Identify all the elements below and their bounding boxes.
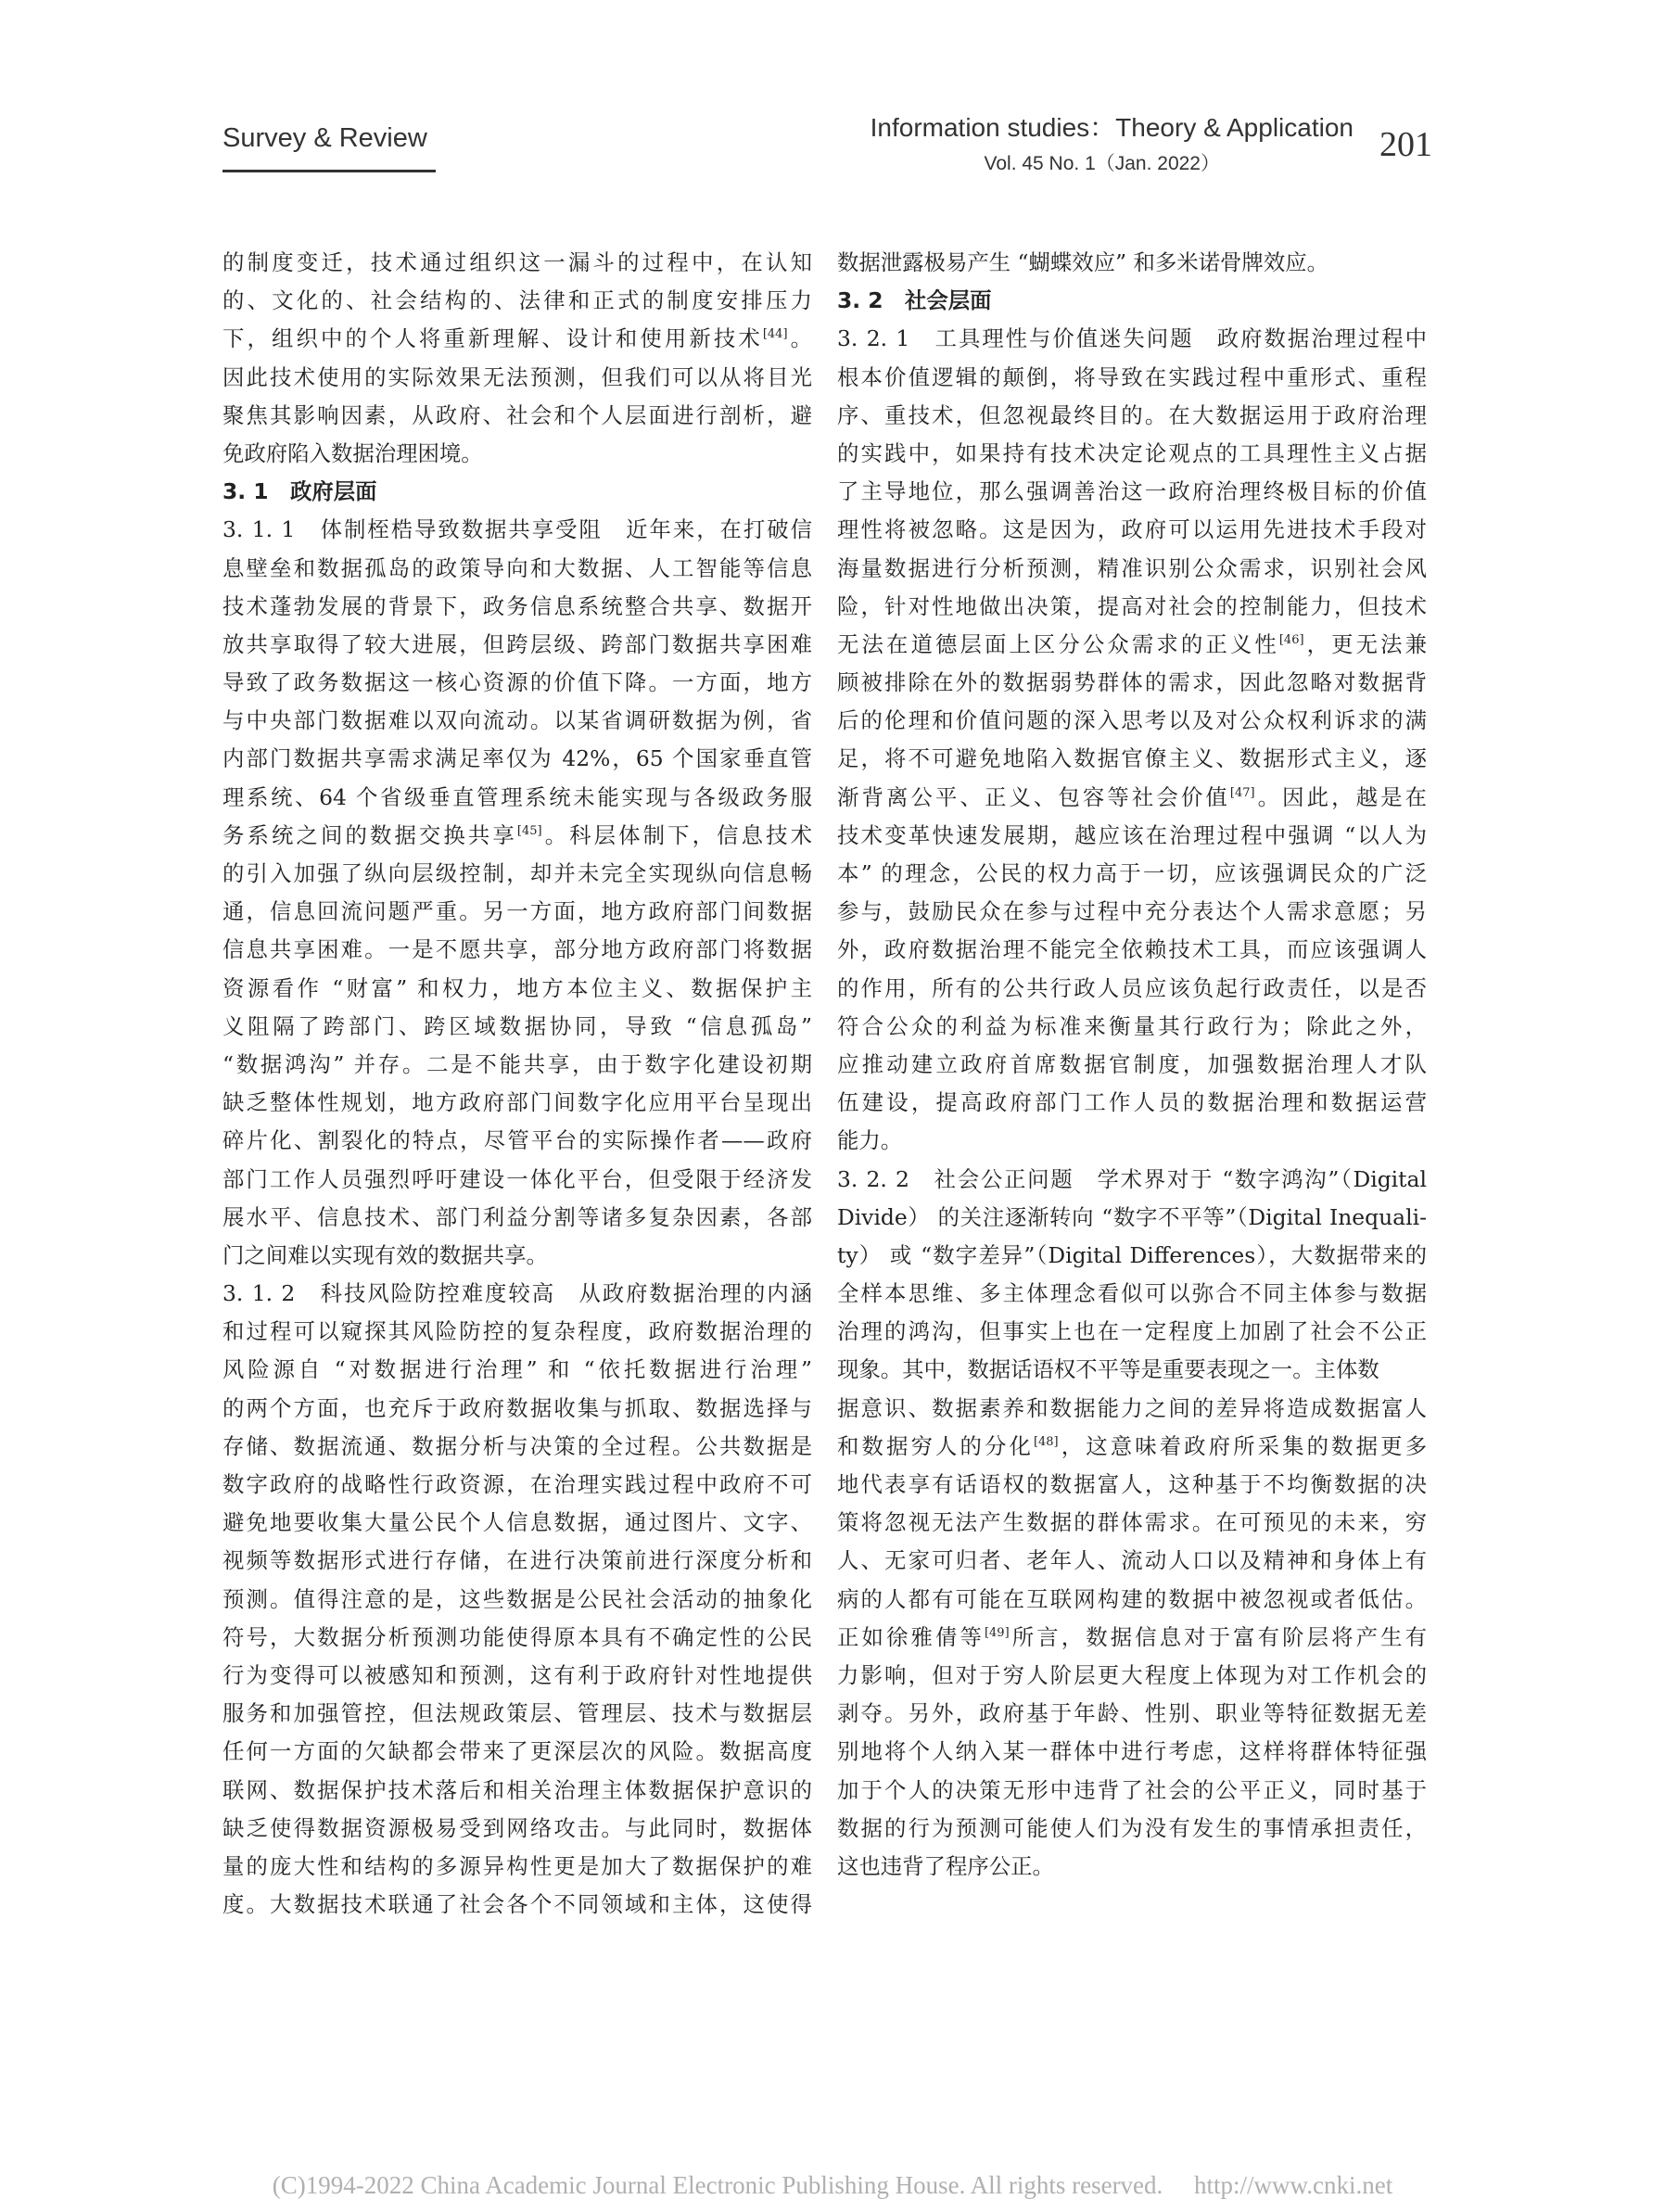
section-heading: 3. 1 政府层面	[222, 478, 377, 505]
text-line: 避免地要收集大量公民个人信息数据，通过图片、文字、	[222, 1509, 812, 1536]
text-line: 正如徐雅倩等[49]所言，数据信息对于富有阶层将产生有	[837, 1623, 1428, 1650]
journal-title: Information studies：Theory & Application	[870, 113, 1354, 142]
citation-ref: [45]	[516, 823, 542, 838]
section-heading: 3. 2 社会层面	[837, 287, 992, 314]
text-line: 内部门数据共享需求满足率仅为 42%，65 个国家垂直管	[222, 745, 812, 772]
citation-ref: [47]	[1229, 785, 1255, 800]
text-line: 数字政府的战略性行政资源，在治理实践过程中政府不可	[222, 1471, 812, 1497]
text-line: 量的庞大性和结构的多源异构性更是加大了数据保护的难	[222, 1852, 812, 1879]
text-line: 顾被排除在外的数据弱势群体的需求，因此忽略对数据背	[837, 669, 1427, 696]
text-line: 海量数据进行分析预测，精准识别公众需求，识别社会风	[837, 554, 1427, 581]
text-line: Divide） 的关注逐渐转向 “数字不平等”（Digital Inequali-	[837, 1203, 1427, 1230]
text-line: 技术变革快速发展期，越应该在治理过程中强调 “以人为	[837, 821, 1427, 848]
text-line: 行为变得可以被感知和预测，这有利于政府针对性地提供	[222, 1661, 812, 1688]
text-line: 预测。值得注意的是，这些数据是公民社会活动的抽象化	[222, 1585, 812, 1612]
text-line: 了主导地位，那么强调善治这一政府治理终极目标的价值	[837, 478, 1427, 505]
text-line: 放共享取得了较大进展，但跨层级、跨部门数据共享困难	[222, 630, 812, 657]
text-line: 3. 1. 1 体制桎梏导致数据共享受阻 近年来，在打破信	[222, 516, 812, 543]
left-text-column	[222, 244, 812, 1924]
text-line: 因此技术使用的实际效果无法预测，但我们可以从将目光	[222, 363, 812, 390]
text-line: 部门工作人员强烈呼吁建设一体化平台，但受限于经济发	[222, 1165, 812, 1192]
text-line: 序、重技术，但忽视最终目的。在大数据运用于政府治理	[837, 401, 1427, 428]
text-line: 和数据穷人的分化[48]，这意味着政府所采集的数据更多	[837, 1432, 1428, 1459]
text-line: 门之间难以实现有效的数据共享。	[222, 1241, 548, 1268]
text-line: 符合公众的利益为标准来衡量其行政行为；除此之外，	[837, 1012, 1427, 1039]
text-line: 理系统、64 个省级垂直管理系统未能实现与各级政务服	[222, 783, 812, 810]
text-line: 本” 的理念，公民的权力高于一切，应该强调民众的广泛	[837, 860, 1427, 886]
text-line: 加于个人的决策无形中违背了社会的公平正义，同时基于	[837, 1776, 1427, 1803]
text-line: 能力。	[837, 1127, 903, 1154]
text-line: 展水平、信息技术、部门利益分割等诸多复杂因素，各部	[222, 1203, 812, 1230]
text-line: ty） 或 “数字差异”（Digital Differences），大数据带来的	[837, 1241, 1427, 1268]
text-line: 数据泄露极易产生 “蝴蝶效应” 和多米诺骨牌效应。	[837, 249, 1328, 275]
text-line: 缺乏整体性规划，地方政府部门间数字化应用平台呈现出	[222, 1089, 812, 1116]
text-line: 联网、数据保护技术落后和相关治理主体数据保护意识的	[222, 1776, 812, 1803]
text-line: 的作用，所有的公共行政人员应该负起行政责任，以是否	[837, 974, 1427, 1001]
text-line: 缺乏使得数据资源极易受到网络攻击。与此同时，数据体	[222, 1814, 812, 1841]
text-line: 人、无家可归者、老年人、流动人口以及精神和身体上有	[837, 1547, 1427, 1574]
text-line: 理性将被忽略。这是因为，政府可以运用先进技术手段对	[837, 516, 1427, 543]
text-line: 度。大数据技术联通了社会各个不同领域和主体，这使得	[222, 1891, 812, 1918]
text-line: 无法在道德层面上区分公众需求的正义性[46]，更无法兼	[837, 630, 1428, 657]
text-line: 应推动建立政府首席数据官制度，加强数据治理人才队	[837, 1050, 1427, 1077]
citation-ref: [48]	[1033, 1434, 1059, 1449]
section-rule	[222, 170, 436, 172]
text-line: 导致了政务数据这一核心资源的价值下降。一方面，地方	[222, 669, 812, 696]
text-line: 与中央部门数据难以双向流动。以某省调研数据为例，省	[222, 707, 812, 734]
text-line: 策将忽视无法产生数据的群体需求。在可预见的未来，穷	[837, 1509, 1427, 1536]
text-line: 息壁垒和数据孤岛的政策导向和大数据、人工智能等信息	[222, 554, 812, 581]
text-line: 这也违背了程序公正。	[837, 1852, 1054, 1879]
text-line: 治理的鸿沟，但事实上也在一定程度上加剧了社会不公正	[837, 1318, 1427, 1345]
text-line: 免政府陷入数据治理困境。	[222, 439, 483, 466]
text-line: 足，将不可避免地陷入数据官僚主义、数据形式主义，逐	[837, 745, 1427, 772]
text-line: 外，政府数据治理不能完全依赖技术工具，而应该强调人	[837, 936, 1427, 963]
text-line: 存储、数据流通、数据分析与决策的全过程。公共数据是	[222, 1432, 812, 1459]
text-line: 符号，大数据分析预测功能使得原本具有不确定性的公民	[222, 1623, 812, 1650]
text-line: “数据鸿沟” 并存。二是不能共享，由于数字化建设初期	[222, 1050, 812, 1077]
text-line: 的引入加强了纵向层级控制，却并未完全实现纵向信息畅	[222, 860, 812, 886]
text-line: 3. 2. 1 工具理性与价值迷失问题 政府数据治理过程中	[837, 325, 1427, 352]
text-line: 据意识、数据素养和数据能力之间的差异将造成数据富人	[837, 1394, 1427, 1421]
text-line: 信息共享困难。一是不愿共享，部分地方政府部门将数据	[222, 936, 812, 963]
text-line: 全样本思维、多主体理念看似可以弥合不同主体参与数据	[837, 1280, 1427, 1307]
text-line: 参与，鼓励民众在参与过程中充分表达个人需求意愿；另	[837, 898, 1427, 925]
text-line: 数据的行为预测可能使人们为没有发生的事情承担责任，	[837, 1814, 1427, 1841]
text-line: 病的人都有可能在互联网构建的数据中被忽视或者低估。	[837, 1585, 1427, 1612]
text-line: 任何一方面的欠缺都会带来了更深层次的风险。数据高度	[222, 1738, 812, 1765]
text-line: 服务和加强管控，但法规政策层、管理层、技术与数据层	[222, 1700, 812, 1727]
text-line: 剥夺。另外，政府基于年龄、性别、职业等特征数据无差	[837, 1700, 1427, 1727]
page-number: 201	[1379, 125, 1432, 164]
text-line: 聚焦其影响因素，从政府、社会和个人层面进行剖析，避	[222, 401, 812, 428]
text-line: 险，针对性地做出决策，提高对社会的控制能力，但技术	[837, 592, 1427, 619]
text-line: 地代表享有话语权的数据富人，这种基于不均衡数据的决	[837, 1471, 1427, 1497]
text-line: 的两个方面，也充斥于政府数据收集与抓取、数据选择与	[222, 1394, 812, 1421]
text-line: 务系统之间的数据交换共享[45]。科层体制下，信息技术	[222, 821, 813, 848]
text-line: 别地将个人纳入某一群体中进行考虑，这样将群体特征强	[837, 1738, 1427, 1765]
text-line: 3. 1. 2 科技风险防控难度较高 从政府数据治理的内涵	[222, 1280, 812, 1307]
text-line: 视频等数据形式进行存储，在进行决策前进行深度分析和	[222, 1547, 812, 1574]
citation-ref: [44]	[762, 327, 788, 342]
right-text-column	[837, 244, 1427, 1886]
text-line: 的实践中，如果持有技术决定论观点的工具理性主义占据	[837, 439, 1427, 466]
text-line: 风险源自 “对数据进行治理” 和 “依托数据进行治理”	[222, 1356, 812, 1383]
text-line: 下，组织中的个人将重新理解、设计和使用新技术[44]。	[222, 325, 813, 352]
section-label: Survey & Review	[222, 123, 427, 153]
text-line: 力影响，但对于穷人阶层更大程度上体现为对工作机会的	[837, 1661, 1427, 1688]
journal-volume: Vol. 45 No. 1（Jan. 2022）	[984, 153, 1220, 174]
text-line: 渐背离公平、正义、包容等社会价值[47]。因此，越是在	[837, 783, 1428, 810]
text-line: 和过程可以窥探其风险防控的复杂程度，政府数据治理的	[222, 1318, 812, 1345]
text-line: 伍建设，提高政府部门工作人员的数据治理和数据运营	[837, 1089, 1427, 1116]
text-line: 现象。其中，数据话语权不平等是重要表现之一。主体数	[837, 1356, 1379, 1383]
text-line: 根本价值逻辑的颠倒，将导致在实践过程中重形式、重程	[837, 363, 1427, 390]
text-line: 3. 2. 2 社会公正问题 学术界对于 “数字鸿沟”（Digital	[837, 1165, 1427, 1192]
text-line: 资源看作 “财富” 和权力，地方本位主义、数据保护主	[222, 974, 812, 1001]
text-line: 义阻隔了跨部门、跨区域数据协同，导致 “信息孤岛”	[222, 1012, 812, 1039]
text-line: 通，信息回流问题严重。另一方面，地方政府部门间数据	[222, 898, 812, 925]
citation-ref: [49]	[984, 1625, 1010, 1640]
text-line: 的制度变迁，技术通过组织这一漏斗的过程中，在认知	[222, 249, 812, 275]
citation-ref: [46]	[1278, 632, 1304, 647]
copyright-footer: (C)1994-2022 China Academic Journal Electronic Publishing House. All rights reserved. http://www.cnki.net	[272, 2171, 1393, 2199]
text-line: 的、文化的、社会结构的、法律和正式的制度安排压力	[222, 287, 812, 314]
text-line: 技术蓬勃发展的背景下，政务信息系统整合共享、数据开	[222, 592, 812, 619]
text-line: 后的伦理和价值问题的深入思考以及对公众权利诉求的满	[837, 707, 1427, 734]
text-line: 碎片化、割裂化的特点，尽管平台的实际操作者——政府	[222, 1127, 812, 1154]
